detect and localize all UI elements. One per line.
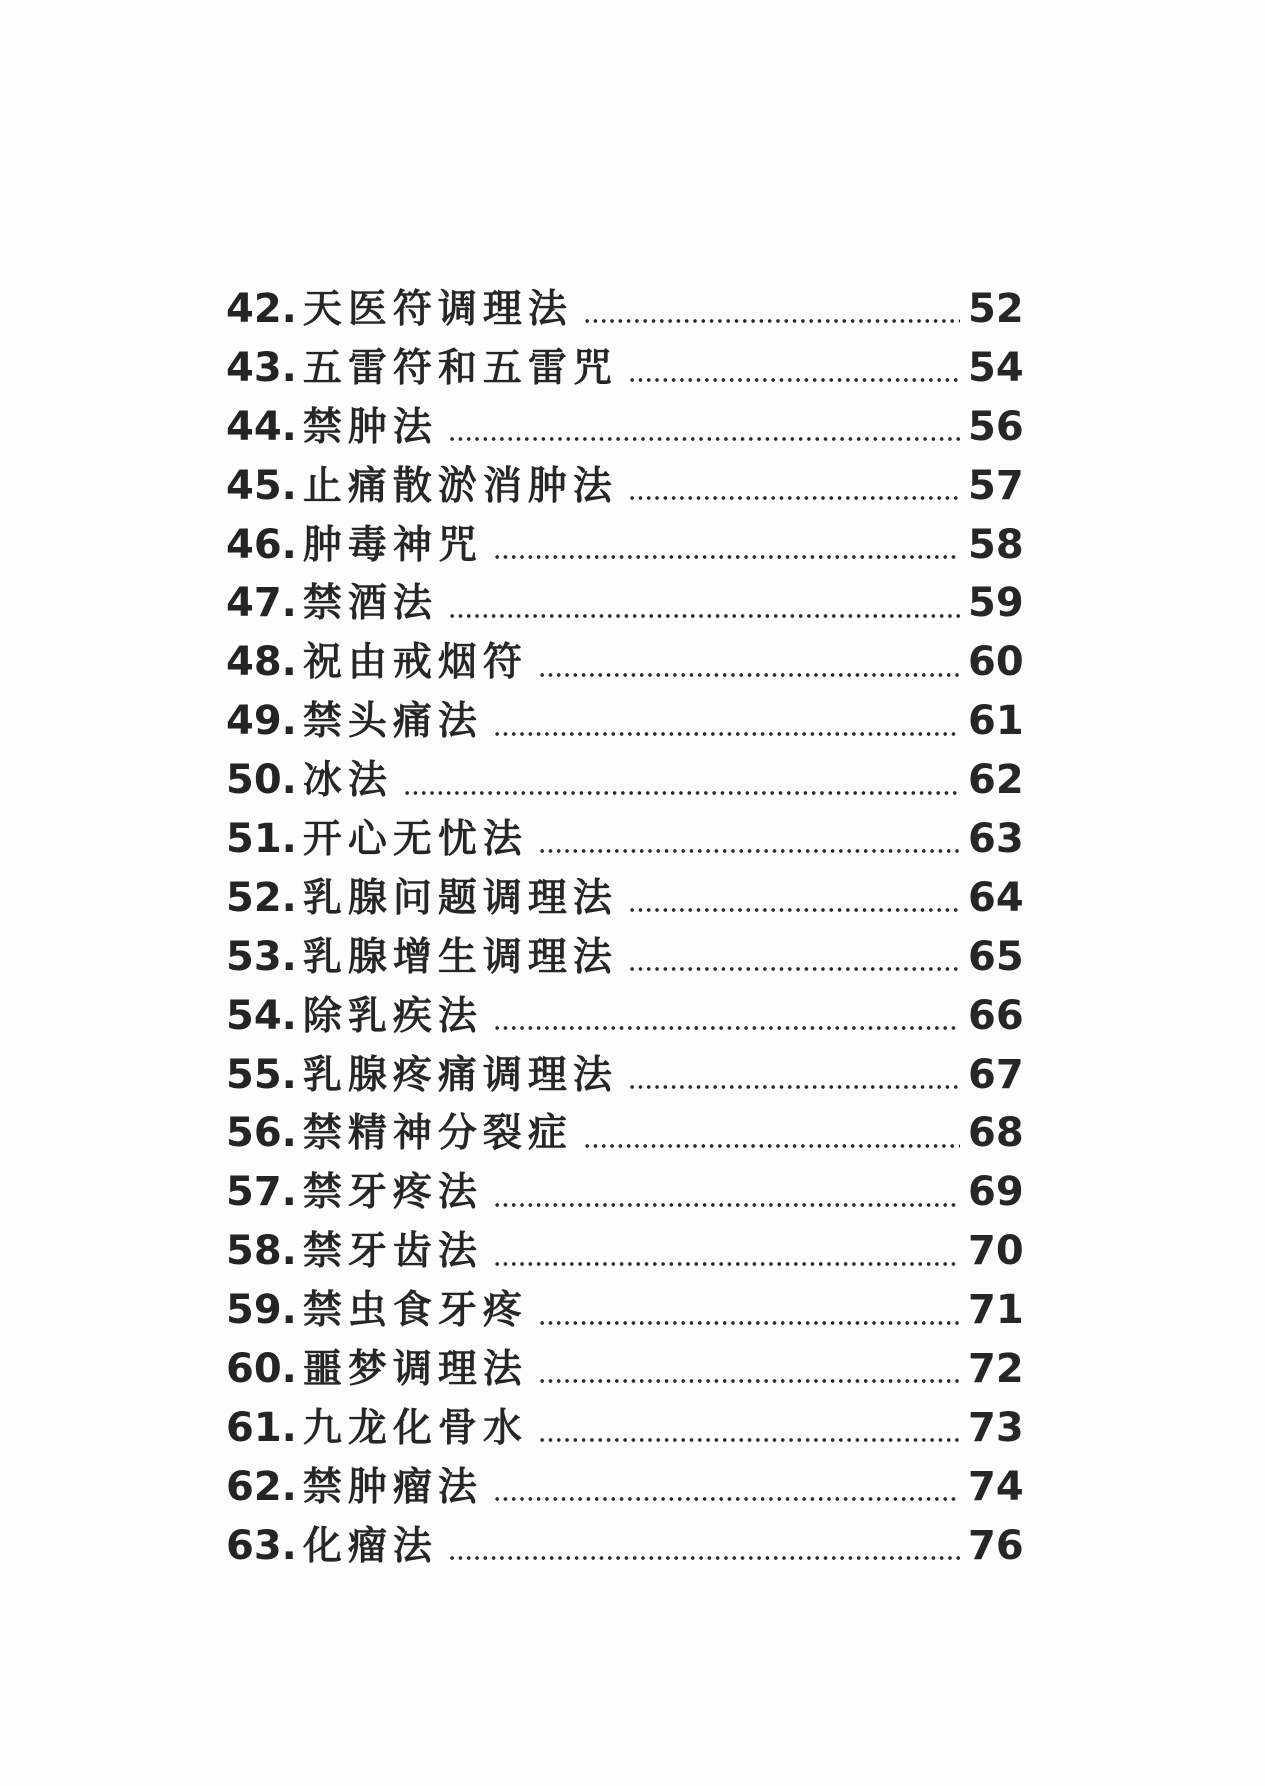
entry-title: 禁牙疼法 — [302, 1170, 483, 1216]
entry-title: 开心无忧法 — [302, 817, 528, 863]
entry-title: 除乳疾法 — [302, 993, 483, 1039]
entry-page-number: 52 — [968, 286, 1024, 332]
toc-entry[interactable] — [226, 869, 1024, 928]
entry-page-number: 69 — [968, 1169, 1024, 1216]
toc-entry[interactable] — [226, 339, 1024, 398]
entry-page-number: 73 — [968, 1404, 1024, 1451]
toc-entry[interactable] — [226, 751, 1024, 810]
dot-leader — [403, 790, 960, 796]
entry-title: 禁头痛法 — [302, 699, 483, 745]
entry-number: 47. — [226, 580, 297, 627]
dot-leader — [493, 1202, 960, 1208]
entry-number: 53. — [226, 933, 297, 980]
entry-number: 56. — [226, 1110, 297, 1157]
dot-leader — [448, 1555, 960, 1561]
entry-number: 55. — [226, 1051, 297, 1098]
entry-title: 化瘤法 — [302, 1523, 438, 1569]
toc-entry[interactable] — [226, 810, 1024, 869]
entry-page-number: 68 — [968, 1110, 1024, 1157]
entry-page-number: 67 — [968, 1051, 1024, 1098]
toc-entry[interactable] — [226, 516, 1024, 575]
entry-number: 46. — [226, 521, 297, 568]
entry-number: 61. — [226, 1404, 297, 1451]
entry-number: 57. — [226, 1169, 297, 1216]
entry-page-number: 62 — [968, 757, 1024, 804]
toc-entry[interactable] — [226, 1046, 1024, 1105]
entry-page-number: 63 — [968, 816, 1024, 863]
dot-leader — [493, 731, 960, 737]
entry-title: 祝由戒烟符 — [302, 640, 528, 686]
entry-page-number: 72 — [968, 1346, 1024, 1393]
dot-leader — [583, 1143, 960, 1149]
toc-entry[interactable] — [226, 1281, 1024, 1340]
entry-page-number: 74 — [968, 1463, 1024, 1510]
entry-number: 58. — [226, 1228, 297, 1275]
entry-page-number: 70 — [968, 1228, 1024, 1275]
entry-number: 59. — [226, 1287, 297, 1334]
toc-entry[interactable] — [226, 398, 1024, 457]
entry-number: 49. — [226, 698, 297, 745]
entry-page-number: 76 — [968, 1522, 1024, 1569]
entry-page-number: 64 — [968, 874, 1024, 921]
dot-leader — [628, 1084, 960, 1090]
entry-page-number: 60 — [968, 639, 1024, 686]
dot-leader — [493, 554, 960, 560]
entry-title: 天医符调理法 — [302, 287, 573, 332]
entry-number: 62. — [226, 1463, 297, 1510]
toc-entry[interactable] — [226, 928, 1024, 987]
entry-page-number: 57 — [968, 462, 1024, 509]
entry-page-number: 66 — [968, 992, 1024, 1039]
dot-leader — [538, 672, 960, 678]
entry-number: 48. — [226, 639, 297, 686]
entry-number: 60. — [226, 1346, 297, 1393]
entry-number: 50. — [226, 757, 297, 804]
entry-title: 禁虫食牙疼 — [302, 1288, 528, 1334]
entry-page-number: 58 — [968, 521, 1024, 568]
dot-leader — [493, 1025, 960, 1031]
toc-entry[interactable] — [226, 1458, 1024, 1517]
toc-entry[interactable] — [226, 1104, 1024, 1163]
entry-title: 冰法 — [302, 758, 393, 804]
toc-entry[interactable] — [226, 1222, 1024, 1281]
entry-title: 禁肿瘤法 — [302, 1464, 483, 1510]
dot-leader — [448, 613, 960, 619]
dot-leader — [538, 1378, 960, 1384]
entry-page-number: 54 — [968, 344, 1024, 391]
toc-entry[interactable] — [226, 633, 1024, 692]
toc-entry[interactable] — [226, 1517, 1024, 1576]
entry-title: 禁精神分裂症 — [302, 1111, 573, 1157]
entry-number: 63. — [226, 1522, 297, 1569]
toc-entry[interactable] — [226, 987, 1024, 1046]
entry-number: 52. — [226, 874, 297, 921]
entry-page-number: 56 — [968, 403, 1024, 450]
toc-entry[interactable] — [226, 574, 1024, 633]
dot-leader — [448, 436, 960, 442]
toc-entry[interactable] — [226, 1163, 1024, 1222]
entry-title: 乳腺增生调理法 — [302, 934, 618, 980]
toc-entry[interactable] — [226, 692, 1024, 751]
entry-number: 43. — [226, 344, 297, 391]
entry-title: 禁肿法 — [302, 404, 438, 450]
toc-entry[interactable] — [226, 1340, 1024, 1399]
dot-leader — [538, 848, 960, 854]
entry-title: 禁牙齿法 — [302, 1229, 483, 1275]
table-of-contents — [226, 280, 1024, 1576]
dot-leader — [628, 377, 960, 383]
entry-page-number: 71 — [968, 1287, 1024, 1334]
dot-leader — [583, 318, 960, 324]
entry-title: 噩梦调理法 — [302, 1347, 528, 1393]
entry-page-number: 59 — [968, 580, 1024, 627]
entry-title: 肿毒神咒 — [302, 522, 483, 568]
entry-title: 禁酒法 — [302, 581, 438, 627]
entry-number: 45. — [226, 462, 297, 509]
entry-number: 42. — [226, 286, 297, 332]
entry-page-number: 61 — [968, 698, 1024, 745]
dot-leader — [538, 1437, 960, 1443]
entry-number: 44. — [226, 403, 297, 450]
entry-title: 乳腺疼痛调理法 — [302, 1052, 618, 1098]
dot-leader — [493, 1496, 960, 1502]
dot-leader — [493, 1261, 960, 1267]
entry-number: 51. — [226, 816, 297, 863]
dot-leader — [628, 495, 960, 501]
entry-page-number: 65 — [968, 933, 1024, 980]
entry-title: 止痛散淤消肿法 — [302, 463, 618, 509]
toc-entry[interactable] — [226, 457, 1024, 516]
toc-entry[interactable] — [226, 280, 1024, 339]
toc-entry[interactable] — [226, 1399, 1024, 1458]
entry-title: 五雷符和五雷咒 — [302, 345, 618, 391]
dot-leader — [538, 1320, 960, 1326]
dot-leader — [628, 966, 960, 972]
entry-number: 54. — [226, 992, 297, 1039]
dot-leader — [628, 907, 960, 913]
entry-title: 乳腺问题调理法 — [302, 875, 618, 921]
entry-title: 九龙化骨水 — [302, 1405, 528, 1451]
